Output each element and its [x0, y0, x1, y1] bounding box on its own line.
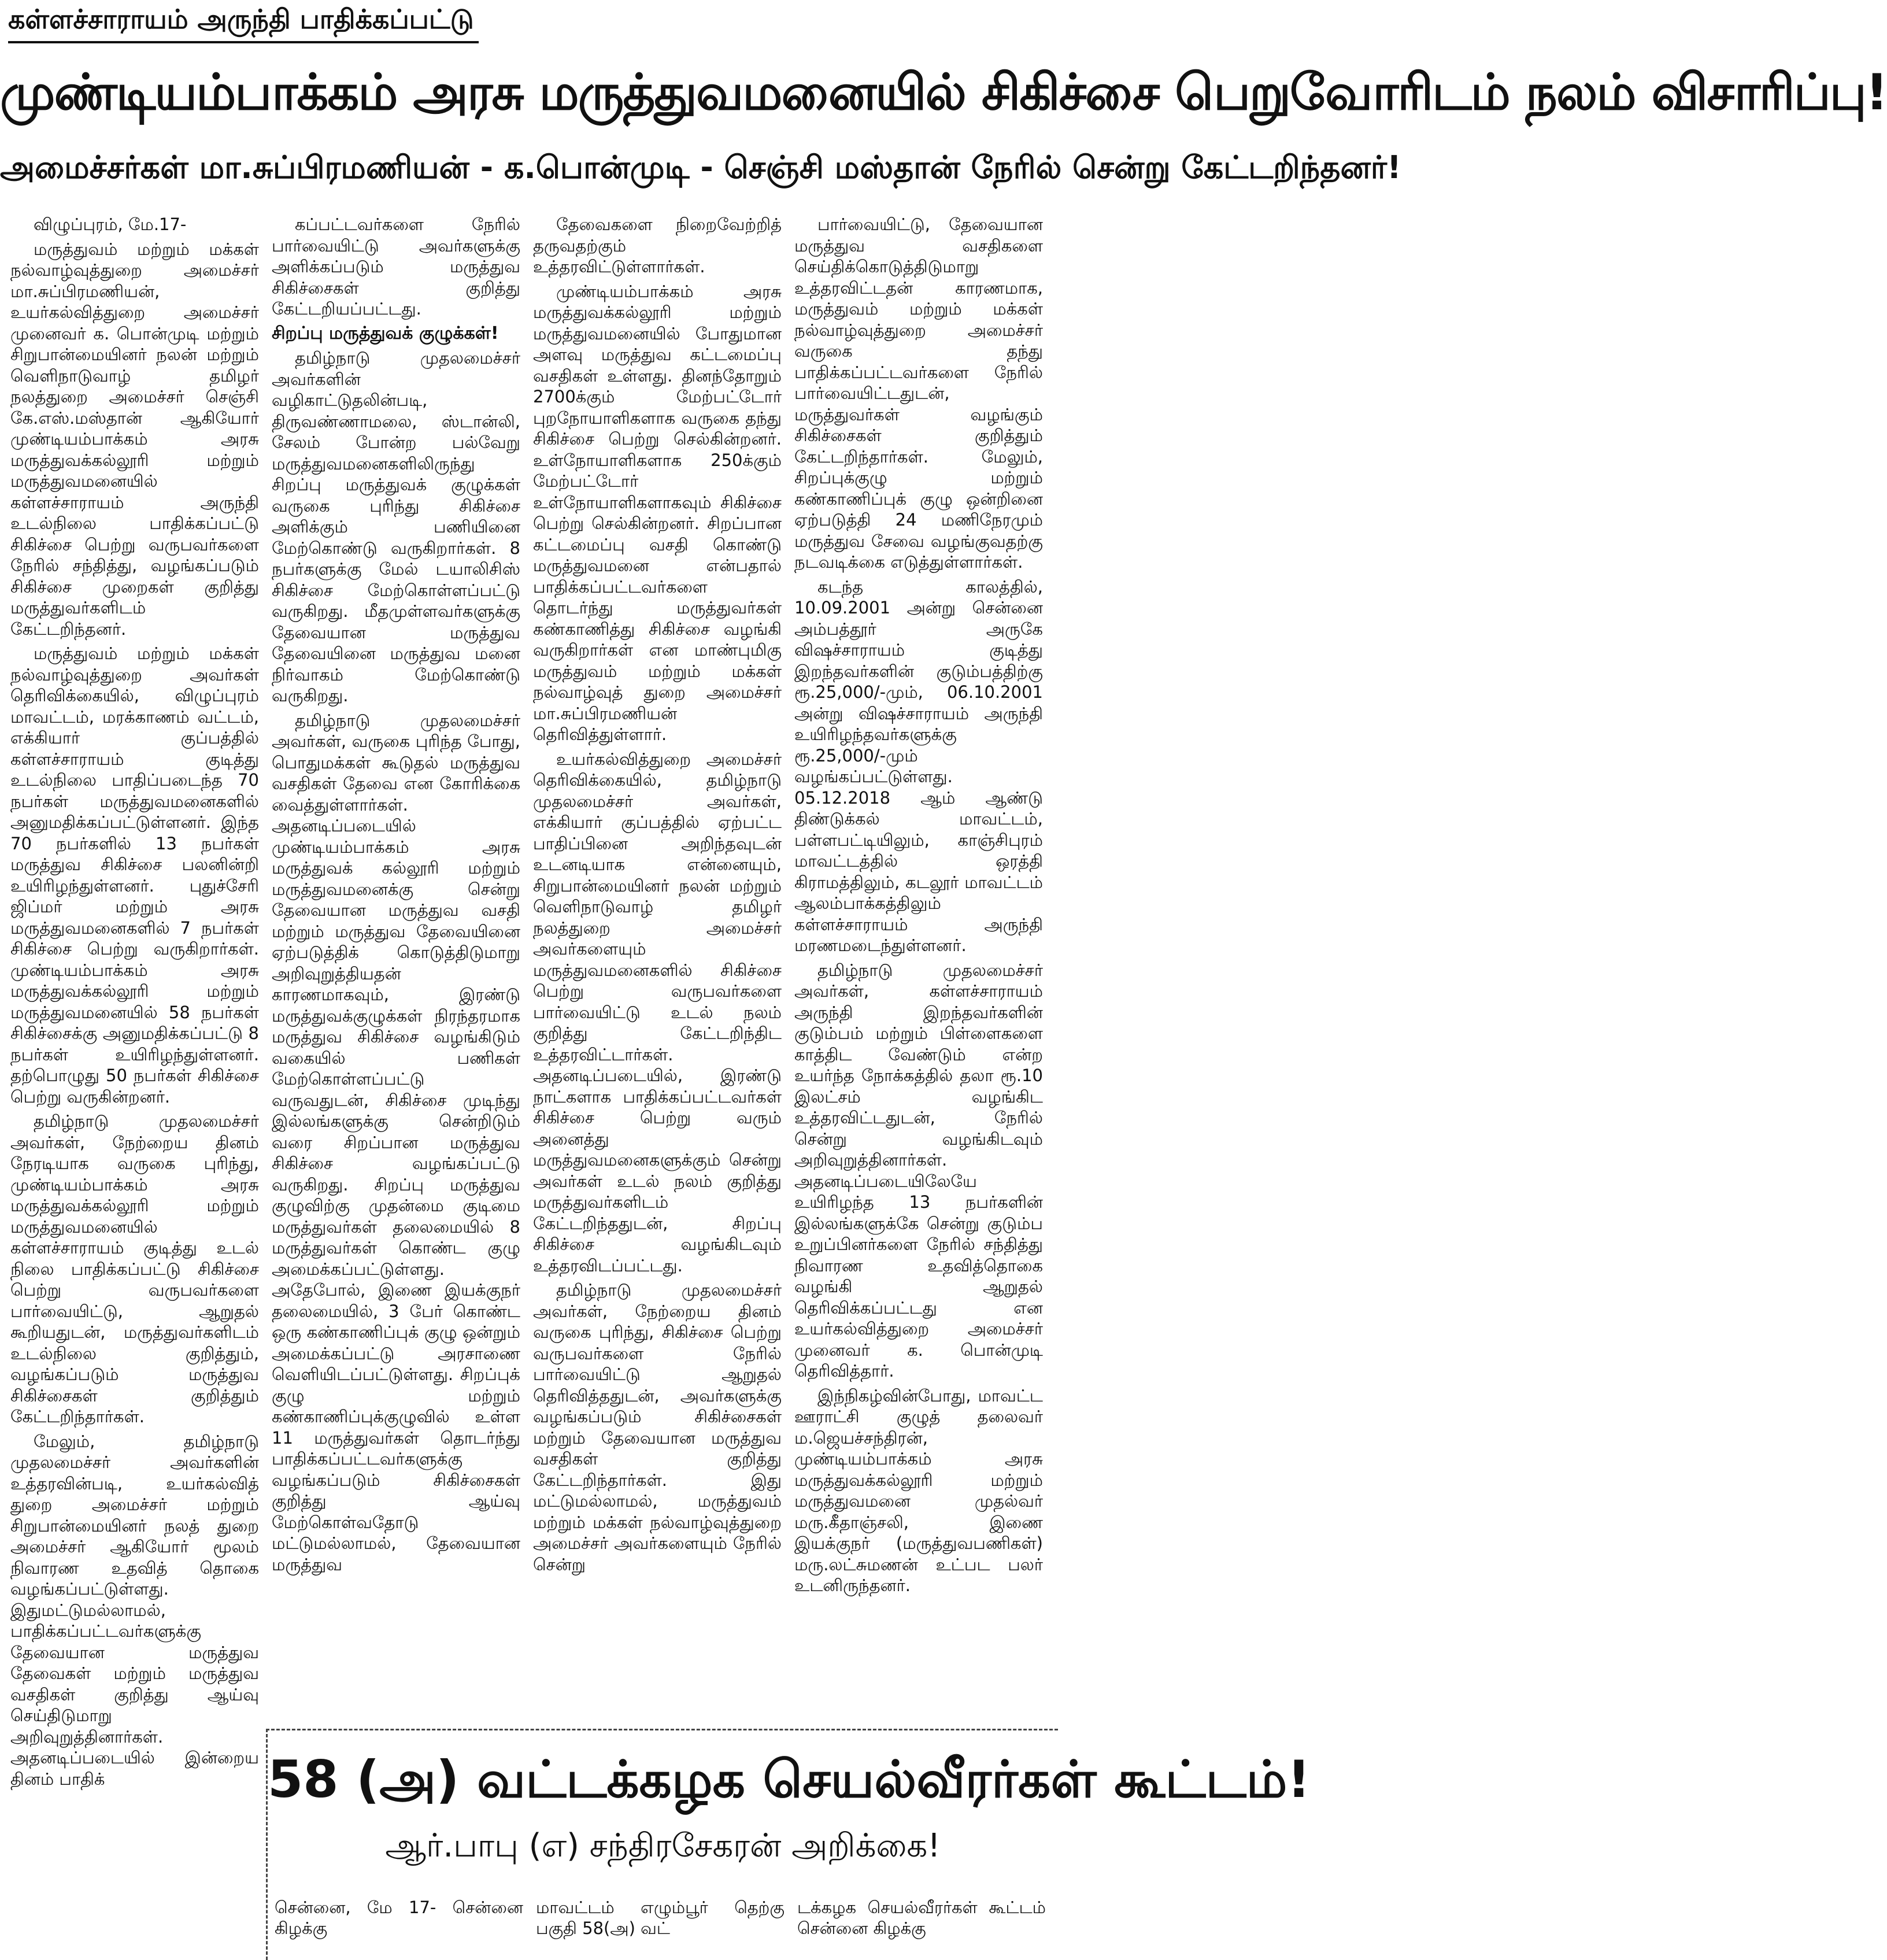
article-paragraph: மருத்துவம் மற்றும் மக்கள் நல்வாழ்வுத்துறை அமைச்சர் மா.சுப்பிரமணியன், உயர்கல்வித்துறை அமைச்சர் முனைவர் க. பொன்முடி மற்றும் சிறுபான்மையினர் நலன் மற்றும் வெளிநாடுவாழ் தமிழர் நலத்துறை அமைச்சர் செஞ்சி கே.எஸ்.மஸ்தான் ஆகியோர் முண்டியம்பாக்கம் அரசு மருத்துவக்கல்லூரி மற்றும் மருத்துவமனையில் கள்ளச்சாராயம் அருந்தி உடல்நிலை பாதிக்கப்பட்டு சிகிச்சை பெற்று வருபவர்களை நேரில் சந்தித்து, வழங்கப்படும் சிகிச்சை முறைகள் குறித்து மருத்துவர்களிடம் கேட்டறிந்தனர்.	[10, 239, 259, 639]
related-article-subtitle: ஆர்.பாபு (எ) சந்திரசேகரன் அறிக்கை!	[385, 1827, 941, 1865]
related-article-text: மாவட்டம் எழும்பூர் தெற்கு பகுதி 58(அ) வட்	[536, 1898, 785, 1938]
related-article-box	[266, 1729, 1311, 1960]
related-article-text: டக்கழக செயல்வீரர்கள் கூட்டம் சென்னை கிழக்கு	[797, 1898, 1046, 1938]
article-paragraph: உயர்கல்வித்துறை அமைச்சர் தெரிவிக்கையில், தமிழ்நாடு முதலமைச்சர் அவர்கள், எக்கியார் குப்பத்தில் ஏற்பட்ட பாதிப்பினை அறிந்தவுடன் உடனடியாக என்னையும், சிறுபான்மையினர் நலன் மற்றும் வெளிநாடுவாழ் தமிழர் நலத்துறை அமைச்சர் அவர்களையும் மருத்துவமனைகளில் சிகிச்சை பெற்று வருபவர்களை பார்வையிட்டு உடல் நலம் குறித்து கேட்டறிந்திட உத்தரவிட்டார்கள். அதனடிப்படையில், இரண்டு நாட்களாக பாதிக்கப்பட்டவர்கள் சிகிச்சை பெற்று வரும் அனைத்து மருத்துவமனைகளுக்கும் சென்று அவர்கள் உடல் நலம் குறித்து மருத்துவர்களிடம் கேட்டறிந்ததுடன், சிறப்பு சிகிச்சை வழங்கிடவும் உத்தரவிடப்பட்டது.	[533, 749, 782, 1275]
article-column-2	[272, 214, 520, 1706]
article-paragraph: கடந்த காலத்தில், 10.09.2001 அன்று சென்னை அம்பத்தூர் அருகே விஷச்சாராயம் குடித்து இறந்தவர்களின் குடும்பத்திற்கு ரூ.25,000/-மும், 06.10.2001 அன்று விஷச்சாராயம் அருந்தி உயிரிழந்தவர்களுக்கு ரூ.25,000/-மும் வழங்கப்பட்டுள்ளது. 05.12.2018 ஆம் ஆண்டு திண்டுக்கல் மாவட்டம், பள்ளபட்டியிலும், காஞ்சிபுரம் மாவட்டத்தில் ஒரத்தி கிராமத்திலும், கடலூர் மாவட்டம் ஆலம்பாக்கத்திலும் கள்ளச்சாராயம் அருந்தி மரணமடைந்துள்ளனர்.	[794, 576, 1043, 955]
article-paragraph: கப்பட்டவர்களை நேரில் பார்வையிட்டு அவர்களுக்கு அளிக்கப்படும் மருத்துவ சிகிச்சைகள் குறித்து கேட்டறியப்பட்டது.	[272, 215, 520, 319]
subheadline: அமைச்சர்கள் மா.சுப்பிரமணியன் - க.பொன்முடி - செஞ்சி மஸ்தான் நேரில் சென்று கேட்டறிந்தனர்!	[0, 149, 1401, 186]
related-article-column-1	[275, 1897, 523, 1939]
article-paragraph: மருத்துவம் மற்றும் மக்கள் நல்வாழ்வுத்துறை அவர்கள் தெரிவிக்கையில், விழுப்புரம் மாவட்டம், மரக்காணம் வட்டம், எக்கியார் குப்பத்தில் கள்ளச்சாராயம் குடித்து உடல்நிலை பாதிப்படைந்த 70 நபர்கள் மருத்துவமனைகளில் அனுமதிக்கப்பட்டுள்ளனர். இந்த 70 நபர்களில் 13 நபர்கள் மருத்துவ சிகிச்சை பலனின்றி உயிரிழந்துள்ளனர். புதுச்சேரி ஜிப்மர் மற்றும் அரசு மருத்துவமனைகளில் 7 நபர்கள் சிகிச்சை பெற்று வருகிறார்கள். முண்டியம்பாக்கம் அரசு மருத்துவக்கல்லூரி மற்றும் மருத்துவமனையில் 58 நபர்கள் சிகிச்சைக்கு அனுமதிக்கப்பட்டு 8 நபர்கள் உயிரிழந்துள்ளனர். தற்பொழுது 50 நபர்கள் சிகிச்சை பெற்று வருகின்றனர்.	[10, 644, 259, 1107]
article-paragraph: தமிழ்நாடு முதலமைச்சர் அவர்களின் வழிகாட்டுதலின்படி, திருவண்ணாமலை, ஸ்டான்லி, சேலம் போன்ற பல்வேறு மருத்துவமனைகளிலிருந்து சிறப்பு மருத்துவக் குழுக்கள் வருகை புரிந்து சிகிச்சை அளிக்கும் பணியினை மேற்கொண்டு வருகிறார்கள். 8 நபர்களுக்கு மேல் டயாலிசிஸ் சிகிச்சை மேற்கொள்ளப்பட்டு வருகிறது. மீதமுள்ளவர்களுக்கு தேவையான மருத்துவ தேவையினை மருத்துவ மனை நிர்வாகம் மேற்கொண்டு வருகிறது.	[272, 348, 520, 705]
article-paragraph: இந்நிகழ்வின்போது, மாவட்ட ஊராட்சி குழுத் தலைவர் ம.ஜெயச்சந்திரன், முண்டியம்பாக்கம் அரசு மருத்துவக்கல்லூரி மற்றும் மருத்துவமனை முதல்வர் மரு.கீதாஞ்சலி, இணை இயக்குநர் (மருத்துவபணிகள்) மரு.லட்சுமணன் உட்பட பலர் உடனிருந்தனர்.	[794, 1385, 1043, 1595]
article-column-1	[10, 214, 259, 1946]
article-column-4	[794, 214, 1043, 1706]
article-paragraph: தமிழ்நாடு முதலமைச்சர் அவர்கள், கள்ளச்சாராயம் அருந்தி இறந்தவர்களின் குடும்பம் மற்றும் பிள்ளைகளை காத்திட வேண்டும் என்ற உயர்ந்த நோக்கத்தில் தலா ரூ.10 இலட்சம் வழங்கிட உத்தரவிட்டதுடன், நேரில் சென்று வழங்கிடவும் அறிவுறுத்தினார்கள். அதனடிப்படையிலேயே உயிரிழந்த 13 நபர்களின் இல்லங்களுக்கே சென்று குடும்ப உறுப்பினர்களை நேரில் சந்தித்து நிவாரண உதவித்தொகை வழங்கி ஆறுதல் தெரிவிக்கப்பட்டது என உயர்கல்வித்துறை அமைச்சர் முனைவர் க. பொன்முடி தெரிவித்தார்.	[794, 960, 1043, 1381]
article-paragraph: தமிழ்நாடு முதலமைச்சர் அவர்கள், நேற்றைய தினம் வருகை புரிந்து, சிகிச்சை பெற்று வருபவர்களை நேரில் பார்வையிட்டு ஆறுதல் தெரிவித்ததுடன், அவர்களுக்கு வழங்கப்படும் சிகிச்சைகள் மற்றும் தேவையான மருத்துவ வசதிகள் குறித்து கேட்டறிந்தார்கள். இது மட்டுமல்லாமல், மருத்துவம் மற்றும் மக்கள் நல்வாழ்வுத்துறை அமைச்சர் அவர்களையும் நேரில் சென்று	[533, 1280, 782, 1574]
article-paragraph: விழுப்புரம், மே.17-	[34, 215, 187, 234]
headline: முண்டியம்பாக்கம் அரசு மருத்துவமனையில் சிகிச்சை பெறுவோரிடம் நலம் விசாரிப்பு!	[0, 64, 1887, 121]
article-paragraph: தேவைகளை நிறைவேற்றித் தருவதற்கும் உத்தரவிட்டுள்ளார்கள்.	[533, 215, 782, 276]
article-column-3	[533, 214, 782, 1706]
related-article-title: 58 (அ) வட்டக்கழக செயல்வீரர்கள் கூட்டம்!	[268, 1750, 1311, 1809]
article-paragraph: தமிழ்நாடு முதலமைச்சர் அவர்கள், வருகை புரிந்த போது, பொதுமக்கள் கூடுதல் மருத்துவ வசதிகள் தேவை என கோரிக்கை வைத்துள்ளார்கள். அதனடிப்படையில் முண்டியம்பாக்கம் அரசு மருத்துவக் கல்லூரி மற்றும் மருத்துவமனைக்கு சென்று தேவையான மருத்துவ வசதி மற்றும் மருத்துவ தேவையினை ஏற்படுத்திக் கொடுத்திடுமாறு அறிவுறுத்தியதன் காரணமாகவும், இரண்டு மருத்துவக்குழுக்கள் நிரந்தரமாக மருத்துவ சிகிச்சை வழங்கிடும் வகையில் பணிகள் மேற்கொள்ளப்பட்டு வருவதுடன், சிகிச்சை முடிந்து இல்லங்களுக்கு சென்றிடும் வரை சிறப்பான மருத்துவ சிகிச்சை வழங்கப்பட்டு வருகிறது. சிறப்பு மருத்துவ குழுவிற்கு முதன்மை குடிமை மருத்துவர்கள் தலைமையில் 8 மருத்துவர்கள் கொண்ட குழு அமைக்கப்பட்டுள்ளது. அதேபோல், இணை இயக்குநர் தலைமையில், 3 பேர் கொண்ட ஒரு கண்காணிப்புக் குழு ஒன்றும் அமைக்கப்பட்டு அரசாணை வெளியிடப்பட்டுள்ளது. சிறப்புக் குழு மற்றும் கண்காணிப்புக்குழுவில் உள்ள 11 மருத்துவர்கள் தொடர்ந்து பாதிக்கப்பட்டவர்களுக்கு வழங்கப்படும் சிகிச்சைகள் குறித்து ஆய்வு மேற்கொள்வதோடு மட்டுமல்லாமல், தேவையான மருத்துவ	[272, 710, 520, 1574]
article-paragraph: பார்வையிட்டு, தேவையான மருத்துவ வசதிகளை செய்திக்கொடுத்திடுமாறு உத்தரவிட்டதன் காரணமாக, மருத்துவம் மற்றும் மக்கள் நல்வாழ்வுத்துறை அமைச்சர் வருகை தந்து பாதிக்கப்பட்டவர்களை நேரில் பார்வையிட்டதுடன், மருத்துவர்கள் வழங்கும் சிகிச்சைகள் குறித்தும் கேட்டறிந்தார்கள். மேலும், சிறப்புக்குழு மற்றும் கண்காணிப்புக் குழு ஒன்றினை ஏற்படுத்தி 24 மணிநேரமும் மருத்துவ சேவை வழங்குவதற்கு நடவடிக்கை எடுத்துள்ளார்கள்.	[794, 215, 1043, 572]
related-article-column-2	[536, 1897, 785, 1939]
kicker-label: கள்ளச்சாராயம் அருந்தி பாதிக்கப்பட்டு	[8, 3, 479, 43]
related-article-column-3	[797, 1897, 1046, 1939]
related-article-text: சென்னை, மே 17- சென்னை கிழக்கு	[275, 1898, 523, 1938]
article-paragraph: தமிழ்நாடு முதலமைச்சர் அவர்கள், நேற்றைய தினம் நேரடியாக வருகை புரிந்து, முண்டியம்பாக்கம் அரசு மருத்துவக்கல்லூரி மற்றும் மருத்துவமனையில் கள்ளச்சாராயம் குடித்து உடல் நிலை பாதிக்கப்பட்டு சிகிச்சை பெற்று வருபவர்களை பார்வையிட்டு, ஆறுதல் கூறியதுடன், மருத்துவர்களிடம் உடல்நிலை குறித்தும், வழங்கப்படும் மருத்துவ சிகிச்சைகள் குறித்தும் கேட்டறிந்தார்கள்.	[10, 1111, 259, 1426]
section-heading: சிறப்பு மருத்துவக் குழுக்கள்!	[272, 323, 499, 343]
article-paragraph: மேலும், தமிழ்நாடு முதலமைச்சர் அவர்களின் உத்தரவின்படி, உயர்கல்வித் துறை அமைச்சர் மற்றும் சிறுபான்மையினர் நலத் துறை அமைச்சர் ஆகியோர் மூலம் நிவாரண உதவித் தொகை வழங்கப்பட்டுள்ளது. இதுமட்டுமல்லாமல், பாதிக்கப்பட்டவர்களுக்கு தேவையான மருத்துவ தேவைகள் மற்றும் மருத்துவ வசதிகள் குறித்து ஆய்வு செய்திடுமாறு அறிவுறுத்தினார்கள். அதனடிப்படையில் இன்றைய தினம் பாதிக்	[10, 1431, 259, 1789]
article-paragraph: முண்டியம்பாக்கம் அரசு மருத்துவக்கல்லூரி மற்றும் மருத்துவமனையில் போதுமான அளவு மருத்துவ கட்டமைப்பு வசதிகள் உள்ளது. தினந்தோறும் 2700க்கும் மேற்பட்டோர் புறநோயாளிகளாக வருகை தந்து சிகிச்சை பெற்று செல்கின்றனர். உள்நோயாளிகளாக 250க்கும் மேற்பட்டோர் உள்நோயாளிகளாகவும் சிகிச்சை பெற்று செல்கின்றனர். சிறப்பான கட்டமைப்பு வசதி கொண்டு மருத்துவமனை என்பதால் பாதிக்கப்பட்டவர்களை தொடர்ந்து மருத்துவர்கள் கண்காணித்து சிகிச்சை வழங்கி வருகிறார்கள் என மாண்புமிகு மருத்துவம் மற்றும் மக்கள் நல்வாழ்வுத் துறை அமைச்சர் மா.சுப்பிரமணியன் தெரிவித்துள்ளார்.	[533, 281, 782, 744]
